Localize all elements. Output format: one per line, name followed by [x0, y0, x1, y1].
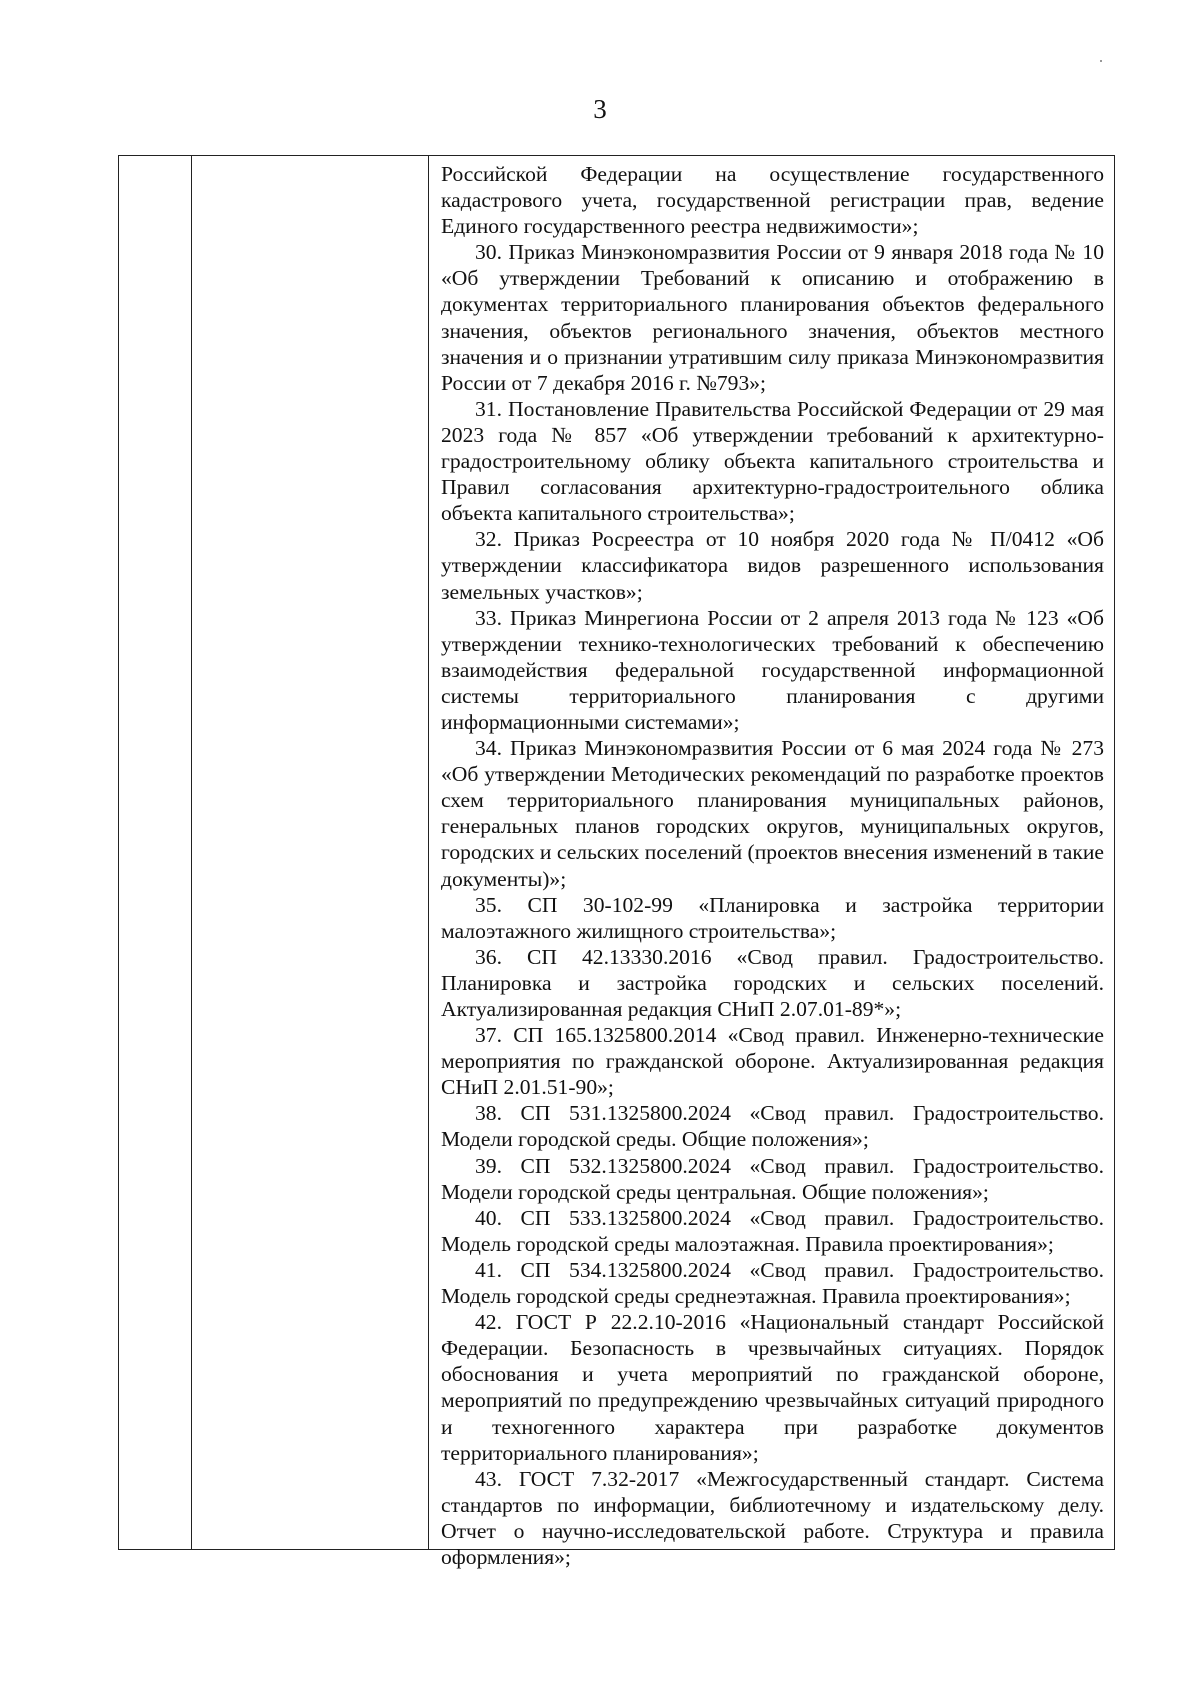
list-item: 31. Постановление Правительства Российской Федерации от 29 мая 2023 года № 857 «Об утверждении требований к архитектурно-градостроительному облику объекта капитального строительства и Правил согласования архитектурно-градостроительного облика объекта капитального строительства»; — [441, 396, 1104, 526]
list-item: 37. СП 165.1325800.2014 «Свод правил. Инженерно-технические мероприятия по гражданской обороне. Актуализированная редакция СНиП 2.01.51-90»; — [441, 1023, 1104, 1100]
table-column-content — [429, 156, 1114, 1569]
table-column-name — [192, 156, 429, 1549]
list-item: 30. Приказ Минэкономразвития России от 9 января 2018 года № 10 «Об утверждении Требований к описанию и отображению в документах территориального планирования объектов федерального значения, объектов регионального значения, объектов местного значения и о признании утратившим силу приказа Минэкономразвития России от 7 декабря 2016 г. №793»; — [441, 240, 1104, 395]
document-table — [118, 155, 1115, 1569]
page-number: 3 — [593, 94, 607, 124]
scan-artifact — [1100, 60, 1102, 62]
list-item: 40. СП 533.1325800.2024 «Свод правил. Градостроительство. Модель городской среды малоэтажная. Правила проектирования»; — [441, 1205, 1104, 1256]
list-item: 39. СП 532.1325800.2024 «Свод правил. Градостроительство. Модели городской среды центральная. Общие положения»; — [441, 1153, 1104, 1204]
list-item: 38. СП 531.1325800.2024 «Свод правил. Градостроительство. Модели городской среды. Общие положения»; — [441, 1101, 1104, 1152]
list-item: 36. СП 42.13330.2016 «Свод правил. Градостроительство. Планировка и застройка городских и сельских поселений. Актуализированная редакция СНиП 2.07.01-89*»; — [441, 944, 1104, 1021]
list-item: 43. ГОСТ 7.32-2017 «Межгосударственный стандарт. Система стандартов по информации, библиотечному и издательскому делу. Отчет о научно-исследовательской работе. Структура и правила оформления»; — [441, 1466, 1104, 1569]
table-column-number — [119, 156, 192, 1549]
continuation-paragraph: Российской Федерации на осуществление государственного кадастрового учета, государственной регистрации прав, ведение Единого государственного реестра недвижимости»; — [441, 162, 1104, 239]
list-item: 35. СП 30-102-99 «Планировка и застройка территории малоэтажного жилищного строительства»; — [441, 892, 1104, 943]
list-item: 34. Приказ Минэкономразвития России от 6 мая 2024 года № 273 «Об утверждении Методических рекомендаций по разработке проектов схем территориального планирования муниципальных районов, генеральных планов городских округов, муниципальных округов, городских и сельских поселений (проектов внесения изменений в такие документы)»; — [441, 736, 1104, 891]
list-item: 33. Приказ Минрегиона России от 2 апреля 2013 года № 123 «Об утверждении технико-технологических требований к обеспечению взаимодействия федеральной государственной информационной системы территориального планирования с другими информационными системами»; — [441, 605, 1104, 734]
list-item: 32. Приказ Росреестра от 10 ноября 2020 года № П/0412 «Об утверждении классификатора видов разрешенного использования земельных участков»; — [441, 527, 1104, 604]
list-item: 41. СП 534.1325800.2024 «Свод правил. Градостроительство. Модель городской среды среднеэтажная. Правила проектирования»; — [441, 1257, 1104, 1309]
list-item: 42. ГОСТ Р 22.2.10-2016 «Национальный стандарт Российской Федерации. Безопасность в чрезвычайных ситуациях. Порядок обоснования и учета мероприятий по гражданской обороне, мероприятий по предупреждению чрезвычайных ситуаций природного и техногенного характера при разработке документов территориального планирования»; — [441, 1310, 1104, 1465]
